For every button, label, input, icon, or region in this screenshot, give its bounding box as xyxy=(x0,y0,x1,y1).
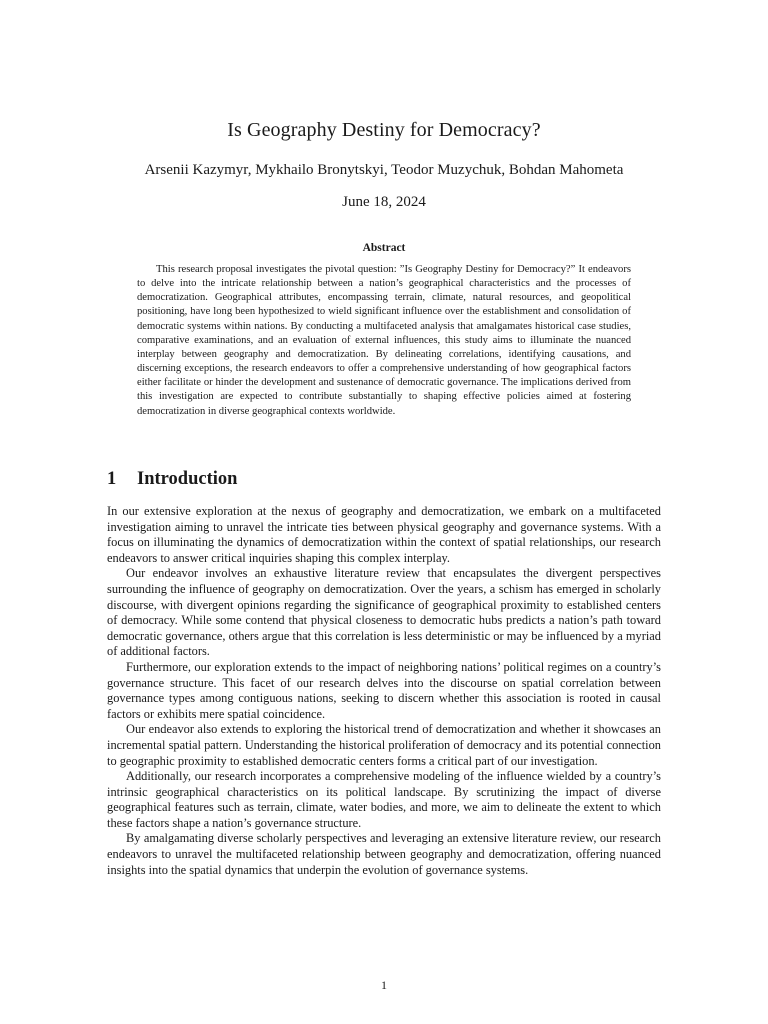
author-list: Arsenii Kazymyr, Mykhailo Bronytskyi, Teodor Muzychuk, Bohdan Mahometa xyxy=(144,162,624,178)
paragraph: Our endeavor also extends to exploring the historical trend of democratization and whether it showcases an incremental spatial pattern. Understanding the historical proliferation of democracy and its potential connection to geographic proximity to established democratic centers forms a critical part of our investigation. xyxy=(107,722,661,768)
section-title: Introduction xyxy=(137,469,238,489)
section-number: 1 xyxy=(107,469,117,489)
abstract-text: This research proposal investigates the pivotal question: ”Is Geography Destiny for Democracy?” It endeavors to delve into the intricate relationship between a nation’s geographical characteristics and the processes of democratization. Geographical attributes, encompassing terrain, climate, natural resources, and geopolitical positioning, have long been hypothesized to wield significant influence over the establishment and consolidation of democratic systems within nations. By conducting a multifaceted analysis that amalgamates historical case studies, comparative examinations, and an evaluation of external influences, this study aims to illuminate the nuanced interplay between geography and democratization. By delineating correlations, identifying causations, and discerning exceptions, the research endeavors to offer a comprehensive understanding of how geographical factors either facilitate or hinder the development and sustenance of democratic governance. The implications derived from this investigation are expected to contribute substantially to shaping effective policies aimed at fostering democratization in diverse geographical contexts worldwide. xyxy=(137,264,631,417)
publication-date: June 18, 2024 xyxy=(342,194,426,210)
abstract-heading: Abstract xyxy=(362,242,406,254)
paragraph: In our extensive exploration at the nexus of geography and democratization, we embark on a multifaceted investigation aiming to unravel the intricate ties between physical geography and governance systems. With a focus on illuminating the dynamics of democratization within the context of spatial relationships, our research endeavors to answer critical inquiries shaping this complex interplay. xyxy=(107,504,661,565)
paragraph: By amalgamating diverse scholarly perspectives and leveraging an extensive literature review, our research endeavors to unravel the multifaceted relationship between geography and democratization, offering nuanced insights into the spatial dynamics that underpin the evolution of governance systems. xyxy=(107,831,661,877)
introduction-body xyxy=(107,504,661,878)
page-number: 1 xyxy=(381,978,387,992)
section-heading xyxy=(107,469,237,490)
paragraph: Our endeavor involves an exhaustive literature review that encapsulates the divergent perspectives surrounding the influence of geography on democratization. Over the years, a schism has emerged in scholarly discourse, with divergent opinions regarding the significance of geographical proximity to established centers of democracy. While some contend that physical closeness to democratic hubs predicts a nation’s path toward democratic governance, others argue that this correlation is less deterministic or may be influenced by a myriad of additional factors. xyxy=(107,566,661,659)
paragraph: Additionally, our research incorporates a comprehensive modeling of the influence wielded by a country’s intrinsic geographical characteristics on its political landscape. By scrutinizing the impact of diverse geographical features such as terrain, climate, water bodies, and more, we aim to delineate the extent to which these factors shape a nation’s governance structure. xyxy=(107,769,661,830)
paper-title: Is Geography Destiny for Democracy? xyxy=(227,119,541,141)
paragraph: Furthermore, our exploration extends to the impact of neighboring nations’ political regimes on a country’s governance structure. This facet of our research delves into the discourse on spatial correlation between governance types among contiguous nations, seeking to discern whether this association is rooted in causal factors or exhibits mere spatial coincidence. xyxy=(107,659,661,721)
